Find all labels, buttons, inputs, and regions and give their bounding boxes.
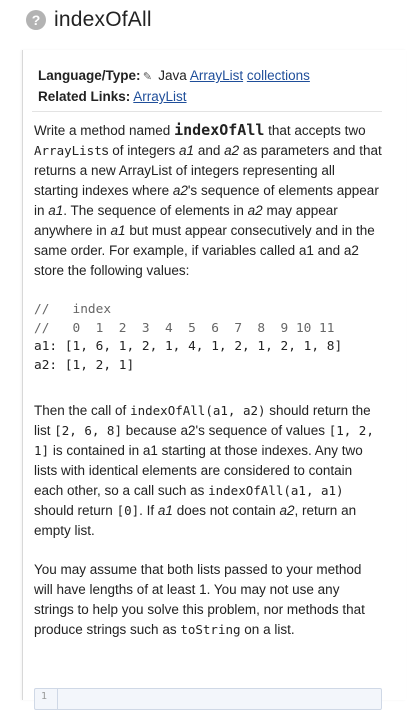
var-a2: a2: [172, 183, 188, 198]
divider: [32, 111, 382, 112]
link-arraylist[interactable]: ArrayList: [189, 68, 244, 83]
method-name-code: indexOfAll: [174, 121, 265, 139]
text: may appear anywhere in: [34, 203, 338, 238]
page-title: indexOfAll: [54, 8, 152, 31]
code-comment-indexes: // 0 1 2 3 4 5 6 7 8 9 10 11: [34, 320, 335, 336]
related-label: Related Links:: [38, 89, 131, 104]
var-a2: a2: [279, 503, 295, 518]
text: . The sequence of elements in: [63, 203, 248, 218]
var-a2: a2: [224, 143, 240, 158]
text: does not contain: [172, 503, 280, 518]
call-code: indexOfAll(a1, a1): [208, 483, 344, 498]
text: as parameters and that returns a new ArrayList of integers representing all starting indexes where: [34, 143, 382, 198]
help-icon[interactable]: ?: [26, 10, 46, 30]
var-a1: a1: [48, 203, 64, 218]
var-a1: a1: [110, 223, 126, 238]
text: that accepts two: [264, 123, 366, 138]
language-value: Java: [158, 68, 187, 83]
text: You may assume that both lists passed to your method will have lengths of at least 1. You may not use any strings to help you solve this problem, nor methods that produce strings such as: [34, 562, 365, 637]
description-paragraph-2: [34, 401, 382, 541]
example-code-block: [34, 301, 342, 375]
var-a1: a1: [179, 143, 195, 158]
sequence-code: [1, 2, 1]: [34, 423, 374, 458]
problem-meta: [38, 66, 310, 106]
text: is contained in a1 starting at those indexes. Any two lists with identical elements are considered to contain each other, so a call such as: [34, 443, 363, 498]
description-paragraph-1: [34, 120, 382, 281]
text: but must appear consecutively and in the same order. For example, if variables called a1 and a2 store the following values:: [34, 223, 375, 278]
pencil-icon: ✎: [142, 71, 153, 83]
result-code: [2, 6, 8]: [54, 423, 122, 438]
var-a2: a2: [247, 203, 263, 218]
text: Then the call of: [34, 403, 131, 418]
method-code: toString: [180, 622, 241, 637]
text: should return the list: [34, 403, 371, 438]
code-a1: a1: [1, 6, 1, 2, 1, 4, 1, 2, 1, 2, 1, 8]: [34, 339, 343, 354]
language-label: Language/Type:: [38, 68, 141, 83]
text: . If: [139, 503, 158, 518]
var-a1: a1: [157, 503, 173, 518]
description-paragraph-3: [34, 560, 382, 640]
text: should return: [34, 503, 117, 518]
code-comment-index: // index: [34, 302, 112, 317]
code-editor[interactable]: [34, 688, 382, 710]
text: Write a method named: [34, 123, 175, 138]
editor-line-number: 1: [41, 691, 48, 702]
result-code: [0]: [116, 503, 140, 518]
link-collections[interactable]: collections: [246, 68, 310, 83]
call-code: indexOfAll(a1, a2): [130, 403, 266, 418]
language-row: [38, 66, 310, 87]
editor-gutter: [57, 689, 58, 709]
text: and: [194, 143, 225, 158]
related-link-arraylist[interactable]: ArrayList: [133, 89, 187, 104]
text: , return an empty list.: [34, 503, 357, 538]
text: on a list.: [240, 622, 295, 637]
related-row: [38, 87, 310, 106]
text: s of integers: [101, 143, 180, 158]
code-a2: a2: [1, 2, 1]: [34, 357, 135, 373]
type-code: ArrayList: [34, 143, 102, 158]
text: because a2's sequence of values: [121, 423, 329, 438]
text: 's sequence of elements appear in: [34, 183, 379, 218]
title-row: [26, 8, 152, 32]
